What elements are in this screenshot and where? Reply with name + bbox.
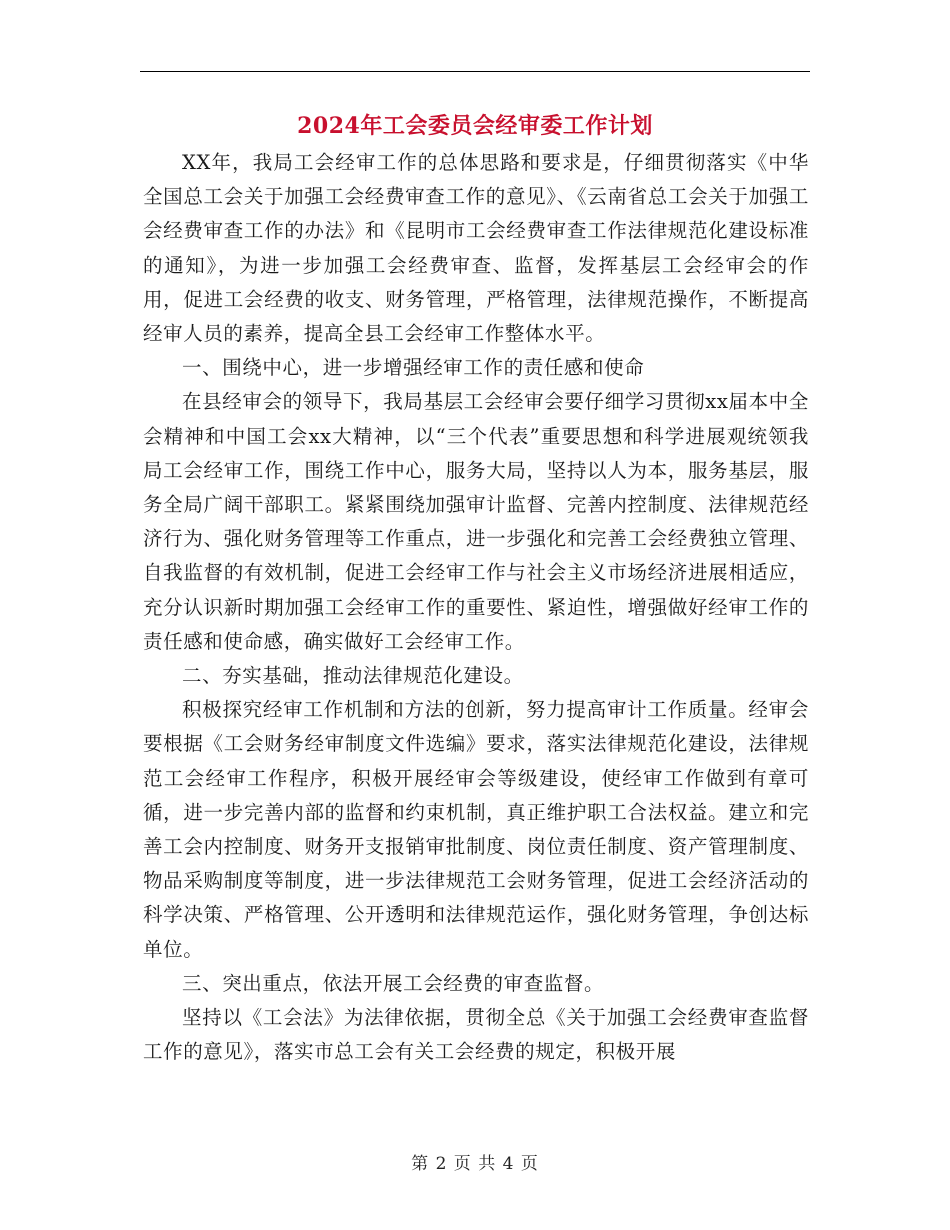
header-rule [140, 71, 810, 72]
paragraph-section-3: 坚持以《工会法》为法律依据，贯彻全总《关于加强工会经费审查监督工作的意见》，落实市总工会有关工会经费的规定，积极开展 [143, 1006, 809, 1064]
page-number: 第 2 页 共 4 页 [411, 1154, 539, 1174]
document-body [143, 146, 809, 1069]
paragraph-intro: XX年，我局工会经审工作的总体思路和要求是，仔细贯彻落实《中华全国总工会关于加强工会经费审查工作的意见》、《云南省总工会关于加强工会经费审查工作的办法》和《昆明市工会经费审查工作法律规范化建设标准的通知》，为进一步加强工会经费审查、监督，发挥基层工会经审会的作用，促进工会经费的收支、财务管理，严格管理，法律规范操作，不断提高经审人员的素养，提高全县工会经审工作整体水平。 [143, 151, 809, 346]
paragraph-section-2: 积极探究经审工作机制和方法的创新，努力提高审计工作质量。经审会要根据《工会财务经审制度文件选编》要求，落实法律规范化建设，法律规范工会经审工作程序，积极开展经审会等级建设，使经审工作做到有章可循，进一步完善内部的监督和约束机制，真正维护职工合法权益。建立和完善工会内控制度、财务开支报销审批制度、岗位责任制度、资产管理制度、物品采购制度等制度，进一步法律规范工会财务管理，促进工会经济活动的科学决策、严格管理、公开透明和法律规范运作，强化财务管理，争创达标单位。 [143, 698, 809, 961]
document-title: 2024年工会委员会经审委工作计划 [297, 113, 653, 139]
section-heading-1: 一、围绕中心，进一步增强经审工作的责任感和使命 [182, 356, 645, 380]
section-heading-2: 二、夯实基础，推动法律规范化建设。 [182, 664, 524, 688]
paragraph-section-1: 在县经审会的领导下，我局基层工会经审会要仔细学习贯彻xx届本中全会精神和中国工会xx大精神，以“三个代表”重要思想和科学进展观统领我局工会经审工作，围绕工作中心，服务大局，坚持以人为本，服务基层，服务全局广阔干部职工。紧紧围绕加强审计监督、完善内控制度、法律规范经济行为、强化财务管理等工作重点，进一步强化和完善工会经费独立管理、自我监督的有效机制，促进工会经审工作与社会主义市场经济进展相适应，充分认识新时期加强工会经审工作的重要性、紧迫性，增强做好经审工作的责任感和使命感，确实做好工会经审工作。 [143, 390, 809, 653]
section-heading-3: 三、突出重点，依法开展工会经费的审查监督。 [182, 971, 605, 995]
